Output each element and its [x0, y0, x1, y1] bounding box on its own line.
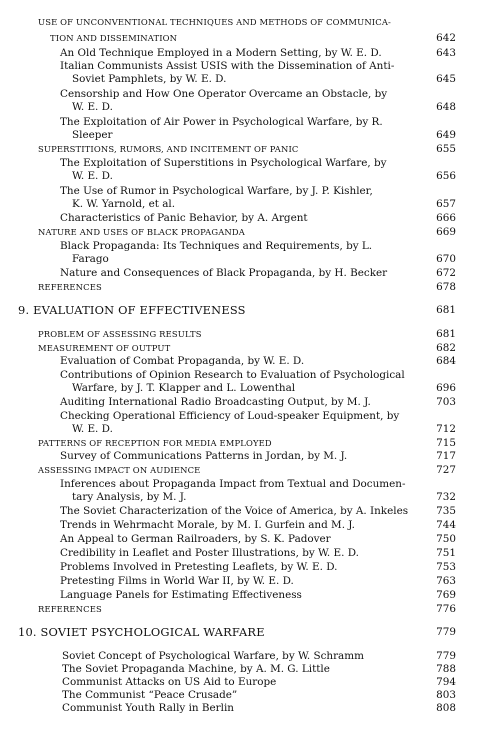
page-number: 648 — [436, 101, 456, 113]
page-number: 779 — [436, 626, 456, 638]
page-number: 744 — [436, 519, 456, 531]
toc-entry: Trends in Wehrmacht Morale, by M. I. Gurfein and M. J. — [60, 519, 355, 531]
toc-entry: K. W. Yarnold, et al. — [72, 198, 176, 210]
toc-entry: Pretesting Films in World War II, by W. E. D. — [60, 575, 294, 587]
section-heading: REFERENCES — [38, 604, 102, 614]
toc-entry: tary Analysis, by M. J. — [72, 491, 187, 503]
toc-entry: Warfare, by J. T. Klapper and L. Lowenthal — [72, 382, 296, 394]
section-heading: TION AND DISSEMINATION — [50, 33, 178, 43]
toc-entry: An Appeal to German Railroaders, by S. K. Padover — [60, 533, 331, 545]
section-heading: USE OF UNCONVENTIONAL TECHNIQUES AND METHODS OF COMMUNICA- — [38, 17, 391, 27]
toc-entry: Language Panels for Estimating Effectiveness — [60, 589, 302, 601]
page-number: 753 — [436, 561, 456, 573]
toc-entry: Soviet Concept of Psychological Warfare, by W. Schramm — [62, 650, 364, 662]
page-number: 703 — [436, 396, 456, 408]
page-number: 763 — [436, 575, 456, 587]
toc-entry: W. E. D. — [72, 423, 113, 435]
page-number: 788 — [436, 663, 456, 675]
section-heading: REFERENCES — [38, 282, 102, 292]
chapter-heading: 10. SOVIET PSYCHOLOGICAL WARFARE — [18, 625, 265, 639]
toc-entry: Inferences about Propaganda Impact from Textual and Documen- — [60, 478, 406, 490]
toc-entry: Problems Involved in Pretesting Leaflets, by W. E. D. — [60, 561, 338, 573]
toc-entry: The Soviet Characterization of the Voice of America, by A. Inkeles — [60, 505, 409, 517]
section-heading: PROBLEM OF ASSESSING RESULTS — [38, 329, 202, 339]
page-number: 794 — [436, 676, 456, 688]
toc-entry: W. E. D. — [72, 170, 113, 182]
toc-entry: Credibility in Leaflet and Poster Illustrations, by W. E. D. — [60, 547, 359, 559]
chapter-heading: 9. EVALUATION OF EFFECTIVENESS — [18, 303, 246, 317]
page-number: 657 — [436, 198, 456, 210]
page-number: 655 — [436, 143, 456, 155]
page-number: 751 — [436, 547, 456, 559]
toc-entry: Sleeper — [72, 129, 113, 141]
section-heading: ASSESSING IMPACT ON AUDIENCE — [38, 465, 201, 475]
page-number: 656 — [436, 170, 456, 182]
page-number: 669 — [436, 226, 456, 238]
toc-entry: Evaluation of Combat Propaganda, by W. E. D. — [60, 355, 305, 367]
toc-entry: The Exploitation of Superstitions in Psychological Warfare, by — [60, 157, 387, 169]
page-number: 678 — [436, 281, 456, 293]
page-number: 670 — [436, 253, 456, 265]
page-number: 727 — [436, 464, 456, 476]
section-heading: NATURE AND USES OF BLACK PROPAGANDA — [38, 227, 245, 237]
page-number: 645 — [436, 73, 456, 85]
toc-entry: Nature and Consequences of Black Propaganda, by H. Becker — [60, 267, 388, 279]
page-number: 779 — [436, 650, 456, 662]
section-heading: SUPERSTITIONS, RUMORS, AND INCITEMENT OF PANIC — [38, 144, 299, 154]
page-number: 769 — [436, 589, 456, 601]
page-number: 672 — [436, 267, 456, 279]
page-number: 776 — [436, 603, 456, 615]
page-number: 681 — [436, 304, 456, 316]
page-number: 684 — [436, 355, 456, 367]
page-number: 750 — [436, 533, 456, 545]
toc-entry: Checking Operational Efficiency of Loud-speaker Equipment, by — [60, 410, 400, 422]
page-number: 712 — [436, 423, 456, 435]
toc-entry: Contributions of Opinion Research to Evaluation of Psychological — [60, 369, 405, 381]
toc-entry: Survey of Communications Patterns in Jordan, by M. J. — [60, 450, 348, 462]
toc-entry: Communist Youth Rally in Berlin — [62, 702, 234, 714]
toc-entry: Italian Communists Assist USIS with the Dissemination of Anti- — [60, 60, 395, 72]
page-number: 715 — [436, 437, 456, 449]
section-heading: MEASUREMENT OF OUTPUT — [38, 343, 171, 353]
page-number: 642 — [436, 32, 456, 44]
page-number: 649 — [436, 129, 456, 141]
page-number: 696 — [436, 382, 456, 394]
page-number: 717 — [436, 450, 456, 462]
page-number: 735 — [436, 505, 456, 517]
page-number: 808 — [436, 702, 456, 714]
toc-entry: The Communist “Peace Crusade” — [62, 689, 238, 701]
page-number: 681 — [436, 328, 456, 340]
toc-entry: Farago — [72, 253, 109, 265]
toc-entry: Characteristics of Panic Behavior, by A. Argent — [60, 212, 308, 224]
toc-entry: The Use of Rumor in Psychological Warfare, by J. P. Kishler, — [60, 185, 373, 197]
toc-entry: Soviet Pamphlets, by W. E. D. — [72, 73, 227, 85]
page-number: 666 — [436, 212, 456, 224]
toc-entry: The Exploitation of Air Power in Psychological Warfare, by R. — [60, 116, 383, 128]
page-number: 803 — [436, 689, 456, 701]
toc-entry: Communist Attacks on US Aid to Europe — [62, 676, 277, 688]
toc-entry: Black Propaganda: Its Techniques and Requirements, by L. — [60, 240, 373, 252]
page-number: 643 — [436, 47, 456, 59]
toc-entry: An Old Technique Employed in a Modern Setting, by W. E. D. — [60, 47, 382, 59]
toc-entry: Auditing International Radio Broadcasting Output, by M. J. — [60, 396, 371, 408]
toc-entry: Censorship and How One Operator Overcame an Obstacle, by — [60, 88, 388, 100]
section-heading: PATTERNS OF RECEPTION FOR MEDIA EMPLOYED — [38, 438, 272, 448]
page-number: 732 — [436, 491, 456, 503]
page-number: 682 — [436, 342, 456, 354]
toc-entry: W. E. D. — [72, 101, 113, 113]
toc-entry: The Soviet Propaganda Machine, by A. M. G. Little — [62, 663, 330, 675]
